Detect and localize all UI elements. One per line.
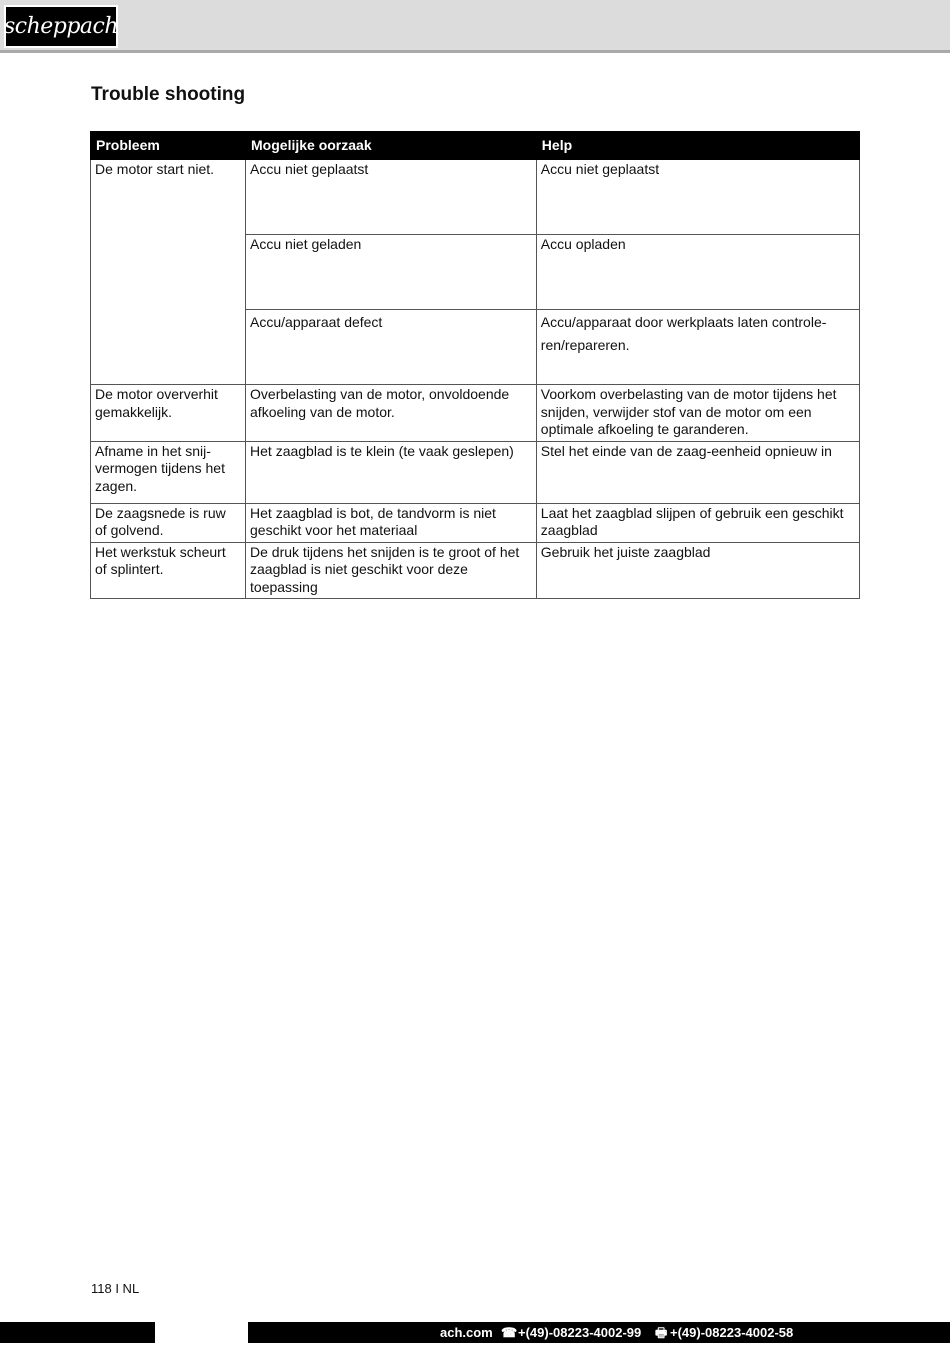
problem-cell: Afname in het snij-vermogen tijdens het zagen. — [91, 441, 246, 503]
footer-phone: +(49)-08223-4002-99 — [518, 1325, 642, 1340]
footer-gap — [155, 1322, 248, 1343]
header-help: Help — [536, 132, 859, 160]
cause-cell: Accu/apparaat defect — [246, 310, 537, 385]
problem-cell: De motor oververhit gemakkelijk. — [91, 385, 246, 442]
page-number: 118 I NL — [91, 1281, 140, 1296]
footer-website[interactable]: ach.com — [440, 1325, 493, 1340]
footer-fax: +(49)-08223-4002-58 — [670, 1325, 794, 1340]
table-row — [91, 503, 860, 542]
cause-cell: Accu niet geplaatst — [246, 160, 537, 235]
cause-cell: Overbelasting van de motor, onvoldoende afkoeling van de motor. — [246, 385, 537, 442]
problem-cell: De zaagsnede is ruw of golvend. — [91, 503, 246, 542]
cause-cell: Accu niet geladen — [246, 235, 537, 310]
scheppach-logo: scheppach — [4, 5, 118, 48]
header-bar — [0, 0, 950, 53]
help-cell: Accu niet geplaatst — [536, 160, 859, 235]
help-cell: Laat het zaagblad slijpen of gebruik een geschikt zaagblad — [536, 503, 859, 542]
help-cell: Stel het einde van de zaag-eenheid opnieuw in — [536, 441, 859, 503]
table-row — [91, 542, 860, 599]
page-title: Trouble shooting — [91, 84, 246, 105]
help-cell: Voorkom overbelasting van de motor tijdens het snijden, verwijder stof van de motor om een optimale afkoeling te garanderen. — [536, 385, 859, 442]
cause-cell: Het zaagblad is bot, de tandvorm is niet geschikt voor het materiaal — [246, 503, 537, 542]
help-cell: Accu opladen — [536, 235, 859, 310]
phone-icon: ☎ — [501, 1325, 518, 1340]
table-row — [91, 441, 860, 503]
problem-cell: De motor start niet. — [91, 160, 246, 385]
cause-cell: De druk tijdens het snijden is te groot of het zaagblad is niet geschikt voor deze toepassing — [246, 542, 537, 599]
cause-cell: Het zaagblad is te klein (te vaak geslepen) — [246, 441, 537, 503]
header-problem: Probleem — [91, 132, 246, 160]
table-row — [91, 385, 860, 442]
problem-cell: Het werkstuk scheurt of splintert. — [91, 542, 246, 599]
table-header-row — [91, 132, 860, 160]
table-row — [91, 160, 860, 235]
troubleshooting-table — [90, 131, 860, 599]
header-cause: Mogelijke oorzaak — [246, 132, 537, 160]
help-cell: Gebruik het juiste zaagblad — [536, 542, 859, 599]
fax-icon: 🖶 — [655, 1325, 668, 1340]
help-cell: Accu/apparaat door werkplaats laten controle-ren/repareren. — [536, 310, 859, 385]
